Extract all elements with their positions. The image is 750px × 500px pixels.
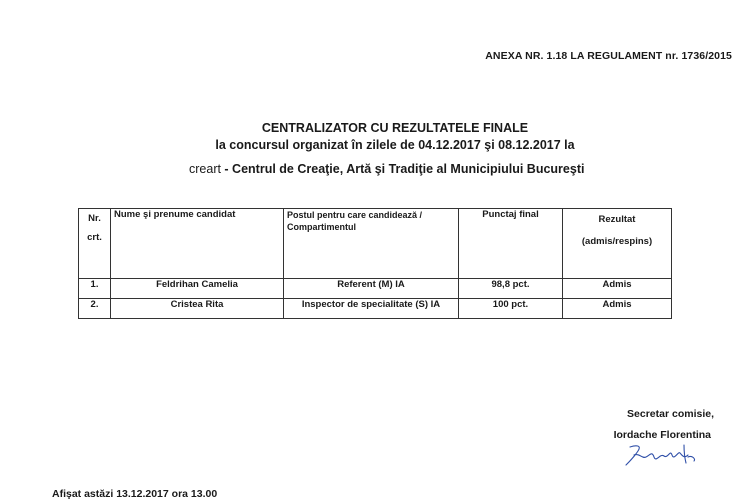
header-nr-line2: crt. (87, 232, 102, 243)
annex-reference: ANEXA NR. 1.18 LA REGULAMENT nr. 1736/2015 (485, 50, 732, 62)
cell-name: Cristea Rita (111, 299, 284, 319)
cell-nr: 1. (79, 279, 111, 299)
header-result-line1: Rezultat (598, 214, 636, 225)
header-post-line1: Postul pentru care candidează / (287, 210, 423, 220)
document-subtitle: la concursul organizat în zilele de 04.12.2017 şi 08.12.2017 la (215, 138, 575, 152)
institution-name: - Centrul de Creaţie, Artă şi Tradiţie al Municipiului Bucureşti (220, 162, 585, 176)
header-post-line2: Compartimentul (287, 222, 357, 232)
table-header-row (79, 209, 672, 279)
header-post (284, 209, 459, 279)
handwritten-signature (622, 441, 702, 471)
table-row (79, 299, 672, 319)
institution-line (189, 162, 584, 176)
cell-post: Inspector de specialitate (S) IA (284, 299, 459, 319)
results-table (78, 208, 672, 319)
cell-points: 98,8 pct. (459, 279, 563, 299)
secretary-role: Secretar comisie, (627, 408, 714, 420)
cell-result: Admis (563, 279, 672, 299)
table-row (79, 279, 672, 299)
institution-prefix: creart (189, 162, 221, 176)
cell-result: Admis (563, 299, 672, 319)
cell-points: 100 pct. (459, 299, 563, 319)
header-nr-line1: Nr. (88, 213, 101, 224)
secretary-name: Iordache Florentina (613, 429, 711, 441)
header-name: Nume şi prenume candidat (111, 209, 284, 279)
cell-post: Referent (M) IA (284, 279, 459, 299)
cell-name: Feldrihan Camelia (111, 279, 284, 299)
document-title: CENTRALIZATOR CU REZULTATELE FINALE (261, 121, 529, 135)
header-points: Punctaj final (459, 209, 563, 279)
posted-notice: Afişat astăzi 13.12.2017 ora 13.00 (52, 488, 218, 500)
header-nr (79, 209, 111, 279)
header-result-line2: (admis/respins) (581, 236, 653, 247)
cell-nr: 2. (79, 299, 111, 319)
header-result (563, 209, 672, 279)
